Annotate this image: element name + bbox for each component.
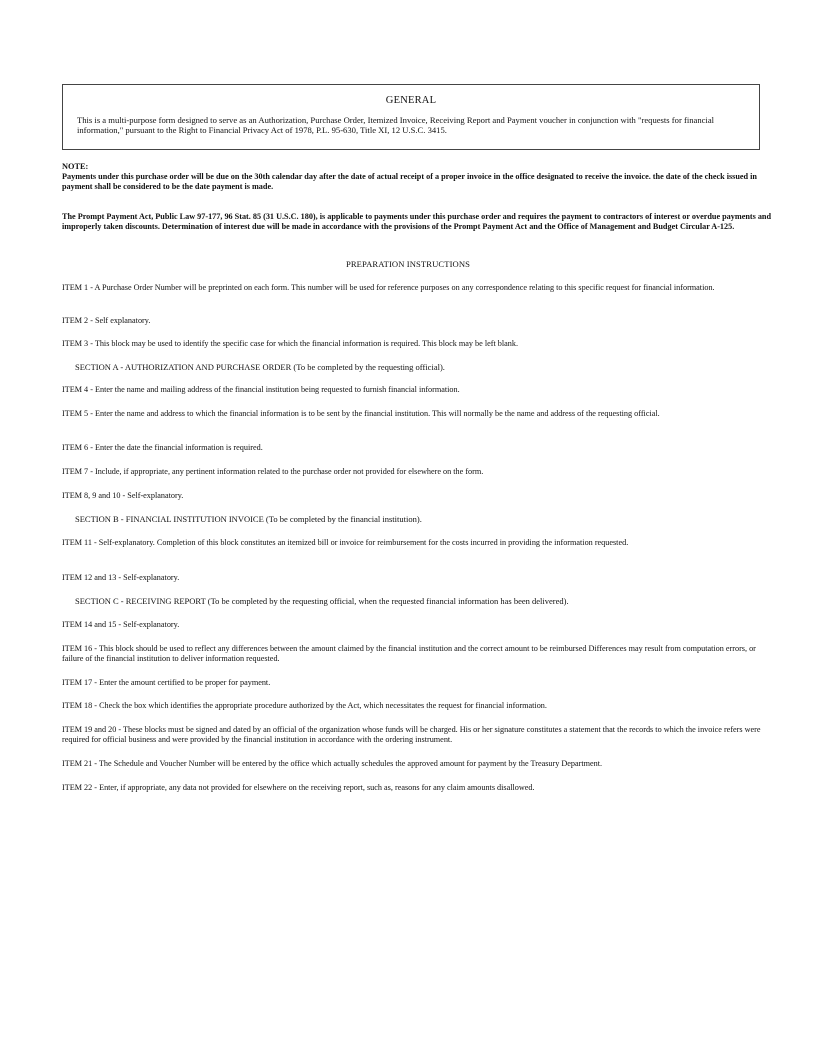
section-b-heading: SECTION B - FINANCIAL INSTITUTION INVOICE (To be completed by the financial institution). [75,514,422,524]
item-11: ITEM 11 - Self-explanatory. Completion of this block constitutes an itemized bill or invoice for reimbursement for the costs incurred in providing the information requested. [62,538,629,547]
section-c-heading: SECTION C - RECEIVING REPORT (To be completed by the requesting official, when the requested financial information has been delivered). [75,596,569,606]
item-8-9-10: ITEM 8, 9 and 10 - Self-explanatory. [62,491,184,500]
preparation-instructions-title: PREPARATION INSTRUCTIONS [345,259,471,269]
general-text: This is a multi-purpose form designed to serve as an Authorization, Purchase Order, Itemized Invoice, Receiving Report and Payment voucher in conjunction with "requests for financial information," pursuant to the Right to Financial Privacy Act of 1978, P.L. 95-630, Title XI, 12 U.S.C. 3415. [77,115,715,135]
general-title: GENERAL [385,95,437,106]
section-a-heading: SECTION A - AUTHORIZATION AND PURCHASE ORDER (To be completed by the requesting official). [75,362,445,372]
item-4: ITEM 4 - Enter the name and mailing address of the financial institution being requested to furnish financial information. [62,385,460,394]
note-paragraph-payment-due: Payments under this purchase order will be due on the 30th calendar day after the date of actual receipt of a proper invoice in the office designated to receive the invoice. the date of the check issued in payment shall be considered to be the date payment is made. [62,172,757,191]
general-box [62,84,760,150]
item-7: ITEM 7 - Include, if appropriate, any pertinent information related to the purchase order not provided for elsewhere on the form. [62,467,484,476]
item-6: ITEM 6 - Enter the date the financial information is required. [62,443,263,452]
item-5: ITEM 5 - Enter the name and address to which the financial information is to be sent by the financial institution. This will normally be the name and address of the requesting official. [62,409,660,418]
item-12-13: ITEM 12 and 13 - Self-explanatory. [62,573,180,582]
item-2: ITEM 2 - Self explanatory. [62,316,151,325]
item-18: ITEM 18 - Check the box which identifies the appropriate procedure authorized by the Act, which necessitates the request for financial information. [62,701,547,710]
item-19-20: ITEM 19 and 20 - These blocks must be signed and dated by an official of the organization whose funds will be charged. His or her signature constitutes a statement that the records to which the invoice refers were required for official business and were provided by the financial institution in accordance with the ordering instrument. [62,725,761,744]
item-17: ITEM 17 - Enter the amount certified to be proper for payment. [62,678,271,687]
item-21: ITEM 21 - The Schedule and Voucher Number will be entered by the office which actually schedules the approved amount for payment by the Treasury Department. [62,759,603,768]
note-label: NOTE: [62,162,89,171]
item-16: ITEM 16 - This block should be used to reflect any differences between the amount claimed by the financial institution and the correct amount to be reimbursed Differences may result from computation errors, or failure of the financial institution to deliver information requested. [62,644,756,663]
item-14-15: ITEM 14 and 15 - Self-explanatory. [62,620,180,629]
item-22: ITEM 22 - Enter, if appropriate, any data not provided for elsewhere on the receiving report, such as, reasons for any claim amounts disallowed. [62,783,535,792]
note-paragraph-prompt-payment-act: The Prompt Payment Act, Public Law 97-177, 96 Stat. 85 (31 U.S.C. 180), is applicable to payments under this purchase order and requires the payment to contractors of interest or overdue payments and improperly taken discounts. Determination of interest due will be made in accordance with the provisions of the Prompt Payment Act and the Office of Management and Budget Circular A-125. [62,212,772,231]
item-3: ITEM 3 - This block may be used to identify the specific case for which the financial information is required. This block may be left blank. [62,339,519,348]
item-1: ITEM 1 - A Purchase Order Number will be preprinted on each form. This number will be used for reference purposes on any correspondence relating to this specific request for financial information. [62,283,715,292]
